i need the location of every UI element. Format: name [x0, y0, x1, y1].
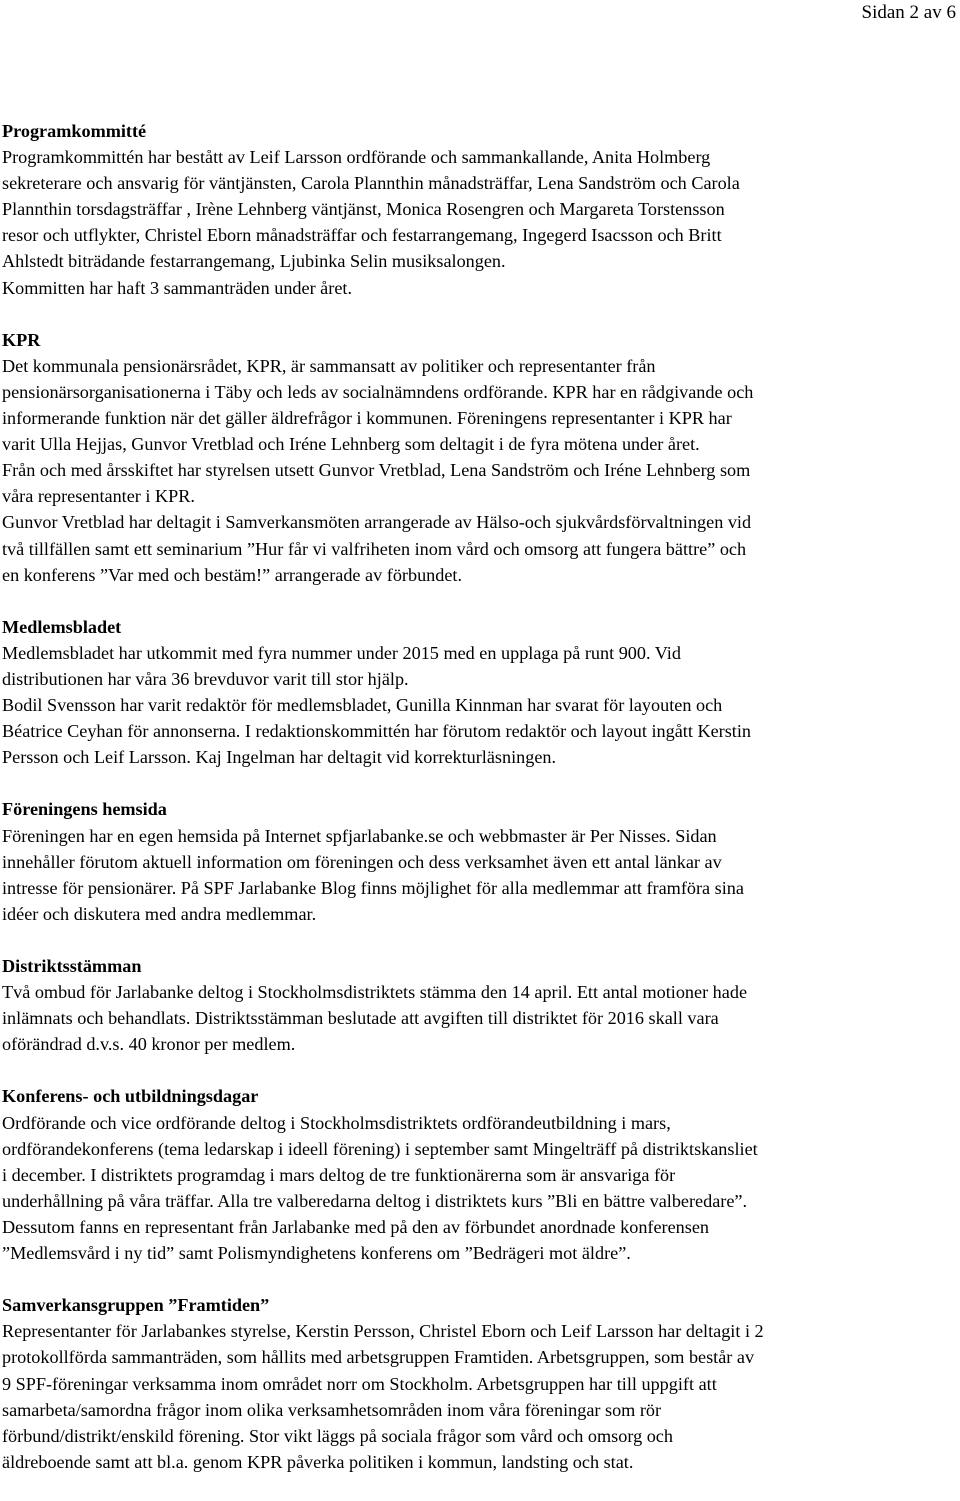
paragraph-line: två tillfällen samt ett seminarium ”Hur får vi valfriheten inom vård och omsorg att fungera bättre” och [2, 538, 747, 559]
paragraph-line: Två ombud för Jarlabanke deltog i Stockholmsdistriktets stämma den 14 april. Ett antal motioner hade [2, 982, 748, 1003]
document-section [2, 1083, 958, 1266]
document-body [2, 118, 958, 1501]
paragraph-line: informerande funktion när det gäller äldrefrågor i kommunen. Föreningens representanter i KPR har [2, 408, 732, 429]
paragraph-line: Ordförande och vice ordförande deltog i Stockholmsdistriktets ordförandeutbildning i mars, [2, 1112, 671, 1133]
paragraph-line: samarbeta/samordna frågor inom olika verksamhetsområden inom våra föreningar som rör [2, 1399, 662, 1420]
paragraph-line: intresse för pensionärer. På SPF Jarlabanke Blog finns möjlighet för alla medlemmar att framföra sina [2, 877, 744, 898]
document-section [2, 1292, 958, 1475]
paragraph-line: underhållning på våra träffar. Alla tre valberedarna deltog i distriktets kurs ”Bli en bättre valberedare”. [2, 1190, 748, 1211]
paragraph-line: Persson och Leif Larsson. Kaj Ingelman har deltagit vid korrekturläsningen. [2, 747, 557, 768]
paragraph-line: Det kommunala pensionärsrådet, KPR, är sammansatt av politiker och representanter från [2, 355, 656, 376]
paragraph-line: innehåller förutom aktuell information om föreningen och dess verksamhet även ett antal länkar av [2, 851, 722, 872]
paragraph-line: Representanter för Jarlabankes styrelse, Kerstin Persson, Christel Eborn och Leif Larsson har deltagit i 2 [2, 1321, 764, 1342]
paragraph-line: våra representanter i KPR. [2, 486, 195, 507]
paragraph-line: Från och med årsskiftet har styrelsen utsett Gunvor Vretblad, Lena Sandström och Iréne Lehnberg som [2, 460, 751, 481]
paragraph-line: idéer och diskutera med andra medlemmar. [2, 903, 317, 924]
document-section [2, 953, 958, 1057]
paragraph-line: Medlemsbladet har utkommit med fyra nummer under 2015 med en upplaga på runt 900. Vid [2, 642, 681, 663]
paragraph-line: Programkommittén har bestått av Leif Larsson ordförande och sammankallande, Anita Holmberg [2, 147, 711, 168]
paragraph-line: pensionärsorganisationerna i Täby och leds av socialnämndens ordförande. KPR har en rådgivande och [2, 381, 754, 402]
paragraph-line: Dessutom fanns en representant från Jarlabanke med på den av förbundet anordnade konferensen [2, 1216, 710, 1237]
paragraph-line: äldreboende samt att bl.a. genom KPR påverka politiken i kommun, landsting och stat. [2, 1451, 634, 1472]
paragraph-line: Gunvor Vretblad har deltagit i Samverkansmöten arrangerade av Hälso-och sjukvårdsförvaltningen vid [2, 512, 752, 533]
section-heading: Föreningens hemsida [2, 799, 167, 820]
page-number: Sidan 2 av 6 [861, 2, 956, 23]
paragraph-line: förbund/distrikt/enskild förening. Stor vikt läggs på sociala frågor som vård och omsorg och [2, 1425, 673, 1446]
paragraph-line: ”Medlemsvård i ny tid” samt Polismyndighetens konferens om ”Bedrägeri mot äldre”. [2, 1243, 631, 1264]
paragraph-line: Bodil Svensson har varit redaktör för medlemsbladet, Gunilla Kinnman har svarat för layouten och [2, 695, 723, 716]
paragraph-line: Béatrice Ceyhan för annonserna. I redaktionskommittén har förutom redaktör och layout ingått Kerstin [2, 721, 751, 742]
paragraph-line: ordförandekonferens (tema ledarskap i ideell förening) i september samt Mingelträff på distriktskansliet [2, 1138, 758, 1159]
section-heading: Samverkansgruppen ”Framtiden” [2, 1295, 270, 1316]
paragraph-line: oförändrad d.v.s. 40 kronor per medlem. [2, 1034, 296, 1055]
section-heading: Programkommitté [2, 121, 147, 141]
section-heading: KPR [2, 329, 41, 350]
document-section [2, 327, 958, 588]
paragraph-line: sekreterare och ansvarig för väntjänsten, Carola Plannthin månadsträffar, Lena Sandström och Carola [2, 173, 740, 194]
paragraph-line: i december. I distriktets programdag i mars deltog de tre funktionärerna som är ansvariga för [2, 1164, 676, 1185]
paragraph-line: 9 SPF-föreningar verksamma inom området norr om Stockholm. Arbetsgruppen har till uppgift att [2, 1373, 717, 1394]
section-heading: Medlemsbladet [2, 616, 122, 637]
paragraph-line: Ahlstedt biträdande festarrangemang, Ljubinka Selin musiksalongen. [2, 251, 506, 272]
paragraph-line: varit Ulla Hejjas, Gunvor Vretblad och Iréne Lehnberg som deltagit i de fyra mötena under året. [2, 434, 700, 455]
paragraph-line: inlämnats och behandlats. Distriktsstämman beslutade att avgiften till distriktet för 2016 skall vara [2, 1008, 719, 1029]
paragraph-line: Föreningen har en egen hemsida på Internet spfjarlabanke.se och webbmaster är Per Nisses. Sidan [2, 825, 717, 846]
section-heading: Konferens- och utbildningsdagar [2, 1086, 259, 1107]
paragraph-line: Kommitten har haft 3 sammanträden under året. [2, 277, 352, 298]
paragraph-line: distributionen har våra 36 brevduvor varit till stor hjälp. [2, 668, 409, 689]
document-section [2, 118, 958, 301]
paragraph-line: en konferens ”Var med och bestäm!” arrangerade av förbundet. [2, 564, 463, 585]
document-section [2, 796, 958, 926]
paragraph-line: protokollförda sammanträden, som hållits med arbetsgruppen Framtiden. Arbetsgruppen, som består av [2, 1347, 755, 1368]
paragraph-line: resor och utflykter, Christel Eborn månadsträffar och festarrangemang, Ingegerd Isacsson och Britt [2, 225, 722, 246]
document-section [2, 614, 958, 771]
section-heading: Distriktsstämman [2, 956, 142, 976]
paragraph-line: Plannthin torsdagsträffar , Irène Lehnberg väntjänst, Monica Rosengren och Margareta Torstensson [2, 199, 725, 220]
